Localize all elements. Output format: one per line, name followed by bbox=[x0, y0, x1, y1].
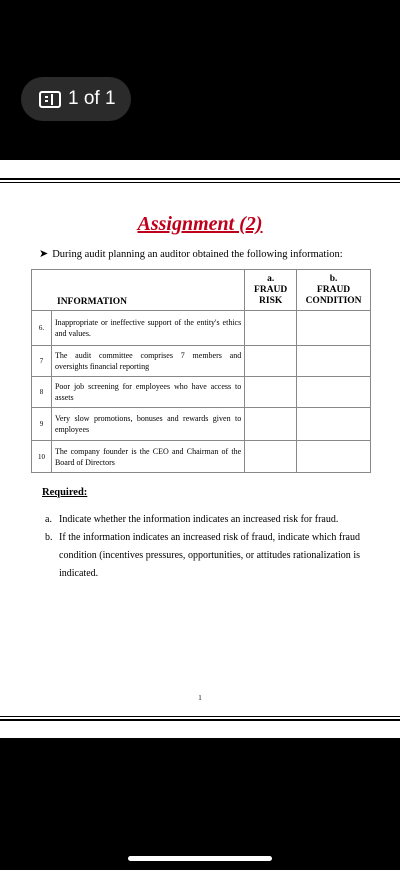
row-fraud-condition-cell bbox=[297, 377, 371, 408]
row-fraud-risk-cell bbox=[245, 311, 297, 346]
document-pages-icon bbox=[39, 91, 61, 108]
header-fraud-risk: a. FRAUD RISK bbox=[245, 270, 297, 311]
bullet-arrow-icon: ➤ bbox=[39, 248, 49, 260]
table-row bbox=[32, 311, 371, 346]
row-information: Poor job screening for employees who have access to assets bbox=[51, 377, 244, 408]
row-fraud-risk-cell bbox=[245, 346, 297, 377]
row-fraud-condition-cell bbox=[297, 346, 371, 377]
footer-rule bbox=[0, 719, 400, 721]
table-header-row bbox=[32, 270, 371, 311]
row-information: Very slow promotions, bonuses and rewards given to employees bbox=[51, 408, 244, 441]
row-number: 8 bbox=[32, 377, 52, 408]
row-number: 7 bbox=[32, 346, 52, 377]
item-text: If the information indicates an increased risk of fraud, indicate which fraud condition (incentives pressures, opportunities, or attitudes rationalization is indicated. bbox=[59, 532, 360, 579]
header-rule bbox=[0, 178, 400, 180]
header-rule-thin bbox=[0, 182, 400, 183]
item-text: Indicate whether the information indicates an increased risk for fraud. bbox=[59, 514, 339, 525]
list-item bbox=[45, 511, 360, 529]
header-information: INFORMATION bbox=[32, 270, 245, 311]
row-fraud-condition-cell bbox=[297, 311, 371, 346]
page-counter-label: 1 of 1 bbox=[68, 88, 116, 109]
row-fraud-risk-cell bbox=[245, 441, 297, 473]
row-fraud-risk-cell bbox=[245, 408, 297, 441]
information-table bbox=[31, 269, 371, 473]
page-number: 1 bbox=[198, 694, 202, 702]
item-letter: b. bbox=[45, 532, 53, 543]
item-letter: a. bbox=[45, 514, 52, 525]
header-fraud-condition: b. FRAUD CONDITION bbox=[297, 270, 371, 311]
table-row bbox=[32, 441, 371, 473]
required-list bbox=[45, 511, 360, 583]
home-indicator[interactable] bbox=[128, 856, 272, 861]
row-fraud-condition-cell bbox=[297, 441, 371, 473]
row-information: The audit committee comprises 7 members and oversights financial reporting bbox=[51, 346, 244, 377]
table-row bbox=[32, 346, 371, 377]
intro-line bbox=[39, 247, 343, 260]
document-page bbox=[0, 160, 400, 738]
intro-text: During audit planning an auditor obtained the following information: bbox=[52, 249, 343, 260]
row-number: 10 bbox=[32, 441, 52, 473]
row-number: 9 bbox=[32, 408, 52, 441]
table-row bbox=[32, 408, 371, 441]
footer-rule-thin bbox=[0, 716, 400, 717]
page-counter-pill[interactable] bbox=[21, 77, 131, 121]
row-number: 6. bbox=[32, 311, 52, 346]
table-row bbox=[32, 377, 371, 408]
row-fraud-risk-cell bbox=[245, 377, 297, 408]
row-information: The company founder is the CEO and Chairman of the Board of Directors bbox=[51, 441, 244, 473]
document-title: Assignment (2) bbox=[137, 213, 263, 235]
required-heading: Required: bbox=[42, 487, 88, 498]
row-fraud-condition-cell bbox=[297, 408, 371, 441]
viewer-top-area bbox=[0, 0, 400, 160]
list-item bbox=[45, 529, 360, 583]
row-information: Inappropriate or ineffective support of the entity's ethics and values. bbox=[51, 311, 244, 346]
